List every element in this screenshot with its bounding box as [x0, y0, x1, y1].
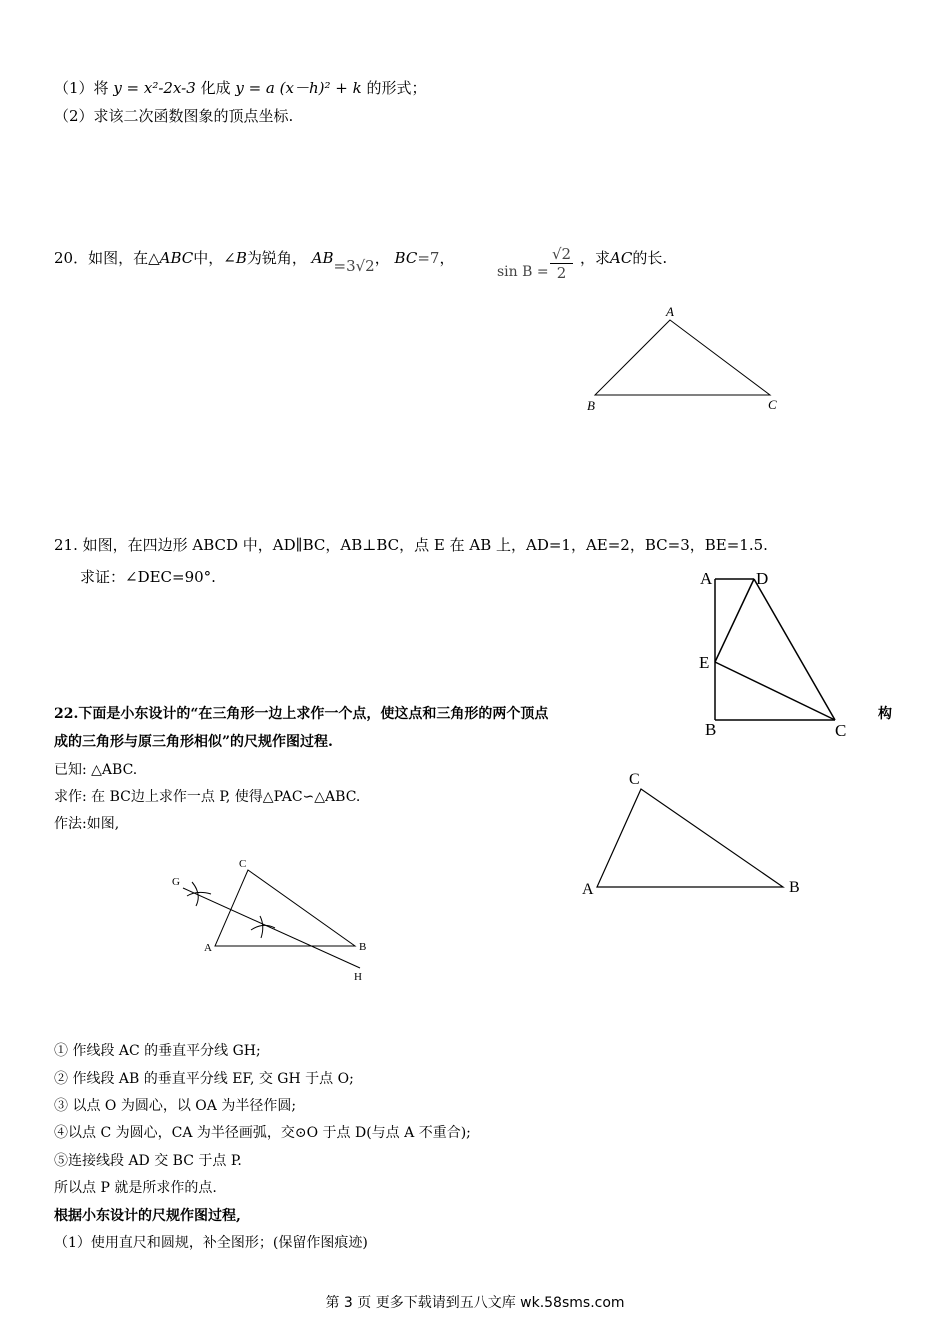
q20-ac-label: AC [610, 249, 633, 267]
q21-segment-ec [715, 662, 835, 720]
q22-step-2: ② 作线段 AB 的垂直平分线 EF, 交 GH 于点 O; [54, 1071, 354, 1087]
q20-angle-name: B [235, 249, 247, 267]
q20-triangle-shape [595, 320, 770, 395]
q22-label-c: C [239, 858, 247, 870]
q19-part2: （2）求该二次函数图象的顶点坐标. [54, 107, 294, 125]
q22-step-1: ① 作线段 AC 的垂直平分线 GH; [54, 1043, 261, 1059]
q22-conclusion: 所以点 P 就是所求作的点. [54, 1180, 217, 1196]
q21-segment-dc [754, 579, 835, 720]
q22-step-5: ⑤连接线段 AD 交 BC 于点 P. [54, 1153, 242, 1169]
q21-proof-goal: 求证：∠DEC=90°. [80, 568, 216, 586]
q20-text-c: 为锐角， [246, 249, 307, 267]
q22-large-vertex-b: B [789, 879, 800, 896]
q20-sin-denominator: 2 [556, 264, 567, 282]
q20-ab-label: AB [311, 249, 334, 267]
q22-arc-mark-3 [260, 916, 263, 938]
q20-vertex-b: B [587, 398, 595, 413]
q20-sin-label: sin B = [497, 264, 549, 280]
q21-vertex-c: C [835, 721, 847, 740]
q20-bc-value: =7 [417, 249, 440, 267]
q20-triangle-figure [580, 300, 790, 420]
q20-bc-label: BC [394, 249, 418, 267]
q20-ab-value: =3√2 [333, 257, 375, 275]
page-footer: 第 3 页 更多下载请到五八文库 wk.58sms.com [325, 1295, 625, 1311]
q21-vertex-d: D [756, 569, 769, 588]
q19-part1-suffix: 的形式； [361, 79, 427, 97]
q19-vertex-form: y = a (x－h)² + k [235, 79, 362, 97]
q20-triangle-name: ABC [159, 249, 194, 267]
q21-vertex-b: B [705, 720, 717, 739]
q19-expression: y = x²-2x-3 [113, 79, 196, 97]
q22-prompt: 根据小东设计的尺规作图过程, [54, 1208, 241, 1224]
q22-label-h: H [354, 971, 362, 983]
q22-known: 已知: △ABC. [54, 762, 138, 778]
q20-comma2: ， [439, 249, 455, 267]
q22-large-vertex-c: C [629, 771, 640, 788]
q19-part1-prefix: （1）将 [54, 79, 114, 97]
q20-sin-numerator: √2 [552, 245, 572, 263]
q19-part1 [54, 78, 426, 98]
q22-construction-figure [165, 850, 385, 990]
q22-title-line1-end: 构 [878, 706, 892, 722]
q20-sin-fraction [550, 245, 573, 282]
q22-label-b: B [359, 941, 367, 953]
q22-perpendicular-bisector-gh [183, 888, 360, 968]
q20-text-e: 的长. [632, 249, 668, 267]
q22-large-vertex-a: A [582, 881, 594, 898]
q22-step-4: ④以点 C 为圆心，CA 为半径画弧，交⊙O 于点 D(与点 A 不重合); [54, 1125, 471, 1141]
q20-text-a: 20．如图，在△ [54, 249, 160, 267]
q20-text-d: ，求 [580, 249, 611, 267]
q19-part1-mid: 化成 [195, 79, 236, 97]
q20-statement-end [580, 248, 667, 268]
q22-large-triangle [597, 789, 783, 887]
q22-answer-figure [575, 765, 815, 905]
q21-segment-ed [715, 579, 754, 662]
q20-vertex-a: A [666, 304, 674, 319]
q22-part1: （1）使用直尺和圆规，补全图形；(保留作图痕迹) [54, 1235, 368, 1251]
q22-step-3: ③ 以点 O 为圆心，以 OA 为半径作圆; [54, 1098, 297, 1114]
q22-label-g: G [172, 876, 180, 888]
q22-title-line2: 成的三角形与原三角形相似”的尺规作图过程. [54, 734, 333, 750]
q20-statement [54, 248, 455, 275]
q21-statement: 21. 如图，在四边形 ABCD 中，AD∥BC，AB⊥BC，点 E 在 AB 上，AD=1，AE=2，BC=3，BE=1.5. [54, 536, 768, 554]
q22-title-line1: 22.下面是小东设计的“在三角形一边上求作一个点，使这点和三角形的两个顶点 [54, 706, 549, 722]
q22-method: 作法:如图, [54, 816, 120, 832]
q21-quadrilateral-figure [695, 565, 855, 745]
q20-comma1: ， [374, 249, 390, 267]
q20-vertex-c: C [768, 397, 777, 412]
q21-vertex-e: E [699, 653, 710, 672]
q21-vertex-a: A [700, 569, 713, 588]
q22-task: 求作: 在 BC边上求作一点 P, 使得△PAC∽△ABC. [54, 789, 361, 805]
q20-text-b: 中，∠ [193, 249, 236, 267]
q22-label-a: A [204, 942, 212, 954]
